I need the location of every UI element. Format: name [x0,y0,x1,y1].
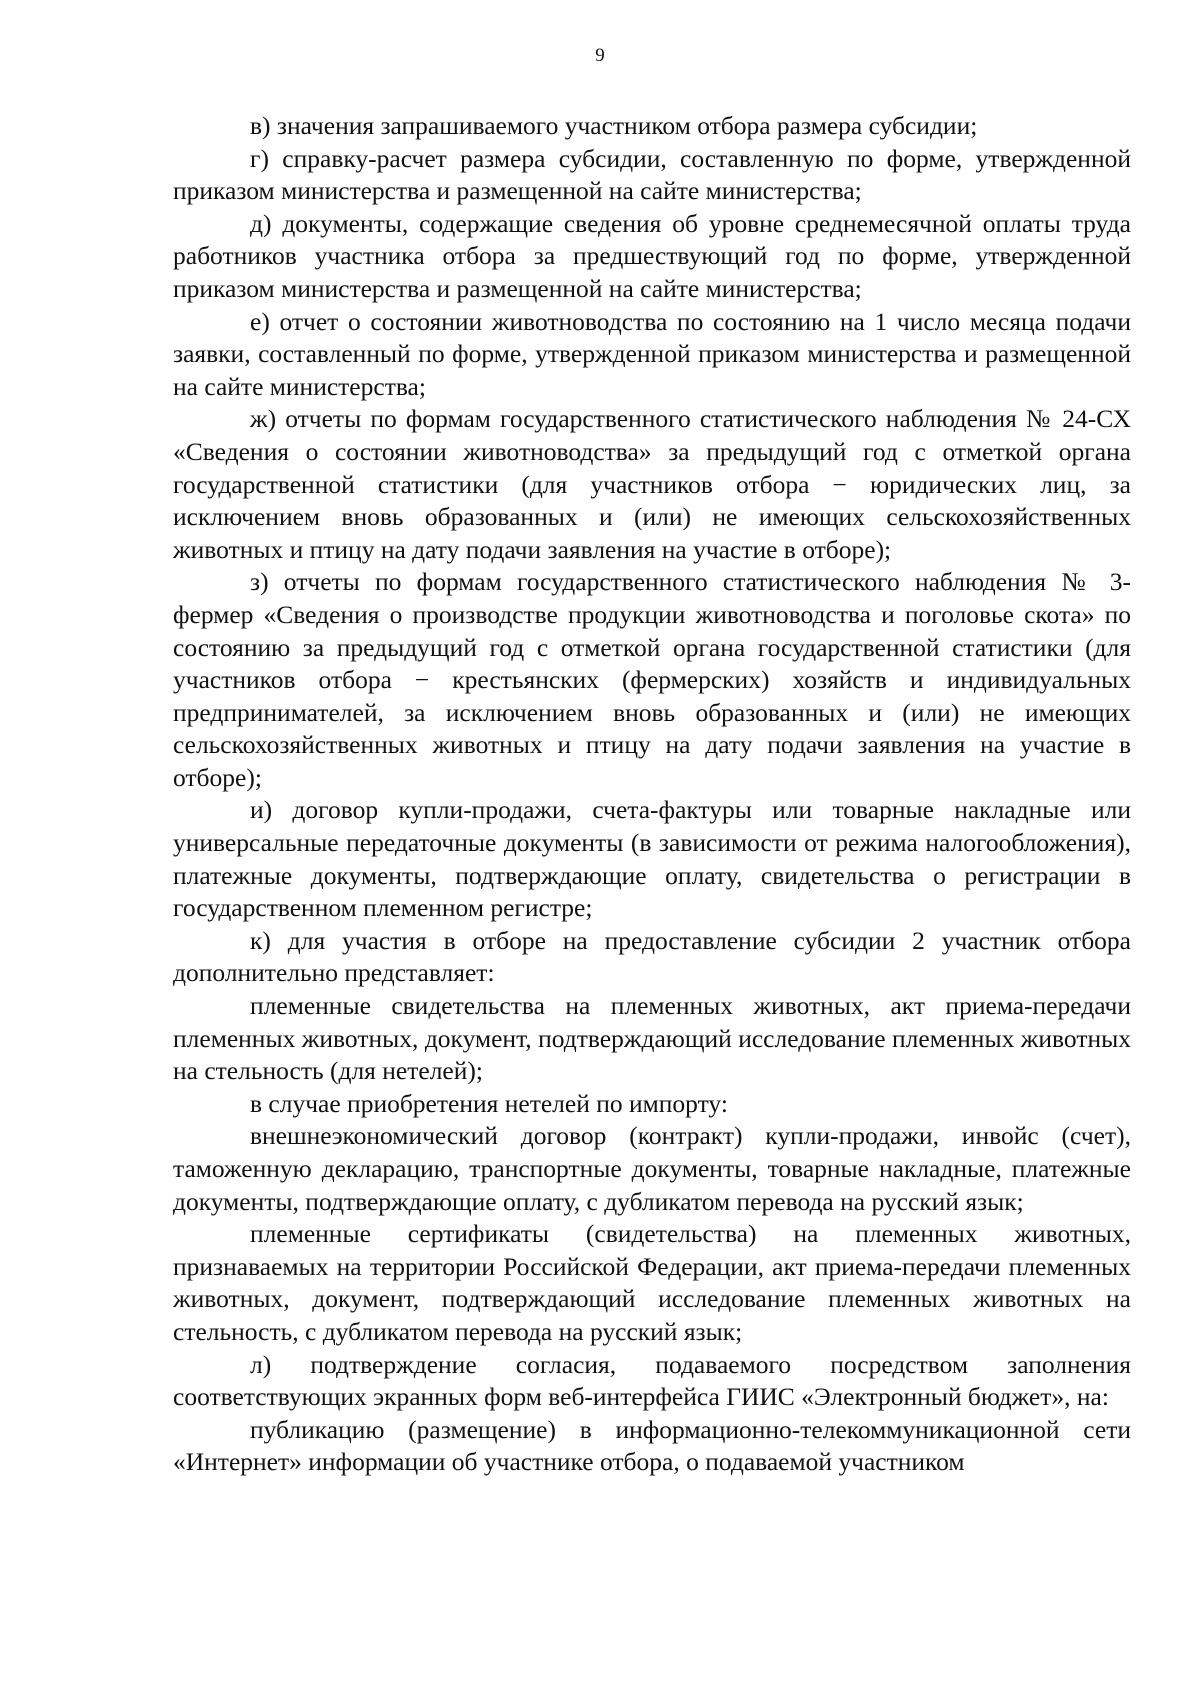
paragraph-z: з) отчеты по формам государственного статистического наблюдения № 3-фермер «Сведения о производстве продукции животноводства и поголовье скота» по состоянию за предыдущий год с отметкой органа государственной статистики (для участников отбора − крестьянских (фермерских) хозяйств и индивидуальных предпринимателей, за исключением вновь образованных и (или) не имеющих сельскохозяйственных животных и птицу на дату подачи заявления на участие в отборе); [173,567,1131,792]
paragraph-import-case: в случае приобретения нетелей по импорту: [250,1088,728,1118]
paragraph-publication: публикацию (размещение) в информационно-телекоммуникационной сети «Интернет» информации об участнике отбора, о подаваемой участником [173,1414,1131,1477]
paragraph-g: г) справку-расчет размера субсидии, составленную по форме, утвержденной приказом министерства и размещенной на сайте министерства; [173,143,1131,206]
paragraph-v: в) значения запрашиваемого участником отбора размера субсидии; [250,111,978,140]
paragraph-d: д) документы, содержащие сведения об уровне среднемесячной оплаты труда работников участника отбора за предшествующий год по форме, утвержденной приказом министерства и размещенной на сайте министерства; [173,208,1131,303]
document-body [173,110,1131,1479]
page-number: 9 [595,45,605,66]
paragraph-zh: ж) отчеты по формам государственного статистического наблюдения № 24-СХ «Сведения о состоянии животноводства» за предыдущий год с отметкой органа государственной статистики (для участников отбора − юридических лиц, за исключением вновь образованных и (или) не имеющих сельскохозяйственных животных и птицу на дату подачи заявления на участие в отборе); [173,404,1131,564]
paragraph-foreign-trade-contract: внешнеэкономический договор (контракт) купли-продажи, инвойс (счет), таможенную декларацию, транспортные документы, товарные накладные, платежные документы, подтверждающие оплату, с дубликатом перевода на русский язык; [173,1121,1131,1216]
paragraph-i: и) договор купли-продажи, счета-фактуры или товарные накладные или универсальные передаточные документы (в зависимости от режима налогообложения), платежные документы, подтверждающие оплату, свидетельства о регистрации в государственном племенном регистре; [173,795,1131,923]
paragraph-breeding-sertificates-import: племенные сертификаты (свидетельства) на племенных животных, признаваемых на территории Российской Федерации, акт приема-передачи племенных животных, документ, подтверждающий исследование племенных животных на стельность, с дубликатом перевода на русский язык; [173,1219,1131,1346]
paragraph-l: л) подтверждение согласия, подаваемого посредством заполнения соответствующих экранных форм веб-интерфейса ГИИС «Электронный бюджет», на: [173,1349,1131,1412]
paragraph-e: е) отчет о состоянии животноводства по состоянию на 1 число месяца подачи заявки, составленный по форме, утвержденной приказом министерства и размещенной на сайте министерства; [173,306,1131,401]
paragraph-k: к) для участия в отборе на предоставление субсидии 2 участник отбора дополнительно представляет: [173,925,1131,988]
paragraph-breeding-certificates: племенные свидетельства на племенных животных, акт приема-передачи племенных животных, документ, подтверждающий исследование племенных животных на стельность (для нетелей); [173,991,1131,1086]
